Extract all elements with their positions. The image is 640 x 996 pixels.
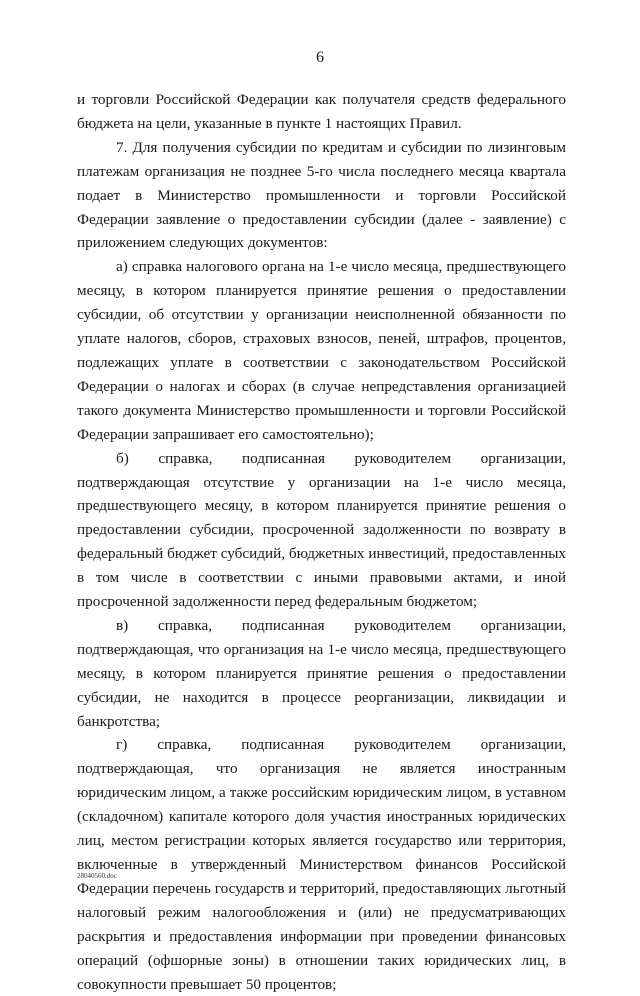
paragraph-subitem-g: г) справка, подписанная руководителем организации, подтверждающая, что организация не является иностранным юридическим лицом, а также российским юридическим лицом, в уставном (складочном) капитале которого доля участия иностранных юридических лиц, местом регистрации которых является государство или территория, включенные в утвержденный Министерством финансов Российской Федерации перечень государств и территорий, предоставляющих льготный налоговый режим налогообложения и (или) не предусматривающих раскрытия и предоставления информации при проведении финансовых операций (офшорные зоны) в отношении таких юридических лиц, в совокупности превышает 50 процентов; bbox=[77, 736, 566, 993]
footer-file-name: 28040560.doc bbox=[77, 872, 117, 880]
paragraph-subitem-v: в) справка, подписанная руководителем организации, подтверждающая, что организация на 1-е число месяца, предшествующего месяцу, в котором планируется принятие решения о предоставлении субсидии, не находится в процессе реорганизации, ликвидации и банкротства; bbox=[77, 616, 566, 730]
paragraph-subitem-b: б) справка, подписанная руководителем организации, подтверждающая отсутствие у организации на 1-е число месяца, предшествующего месяцу, в котором планируется принятие решения о предоставлении субсидии, просроченной задолженности по возврату в федеральный бюджет субсидий, бюджетных инвестиций, предоставленных в том числе в соответствии с иными правовыми актами, и иной просроченной задолженности перед федеральным бюджетом; bbox=[77, 449, 566, 611]
paragraph-continuation: и торговли Российской Федерации как получателя средств федерального бюджета на цели, указанные в пункте 1 настоящих Правил. bbox=[77, 91, 566, 132]
page-number: 6 bbox=[316, 49, 324, 66]
paragraph-item-7: 7. Для получения субсидии по кредитам и субсидии по лизинговым платежам организация не позднее 5-го числа последнего месяца квартала подает в Министерство промышленности и торговли Российской Федерации заявление о предоставлении субсидии (далее - заявление) с приложением следующих документов: bbox=[77, 138, 566, 252]
paragraph-subitem-a: а) справка налогового органа на 1-е число месяца, предшествующего месяцу, в котором планируется принятие решения о предоставлении субсидии, об отсутствии у организации неисполненной обязанности по уплате налогов, сборов, страховых взносов, пеней, штрафов, процентов, подлежащих уплате в соответствии с законодательством Российской Федерации о налогах и сборах (в случае непредставления организацией такого документа Министерство промышленности и торговли Российской Федерации запрашивает его самостоятельно); bbox=[77, 258, 566, 443]
document-body bbox=[77, 88, 566, 996]
